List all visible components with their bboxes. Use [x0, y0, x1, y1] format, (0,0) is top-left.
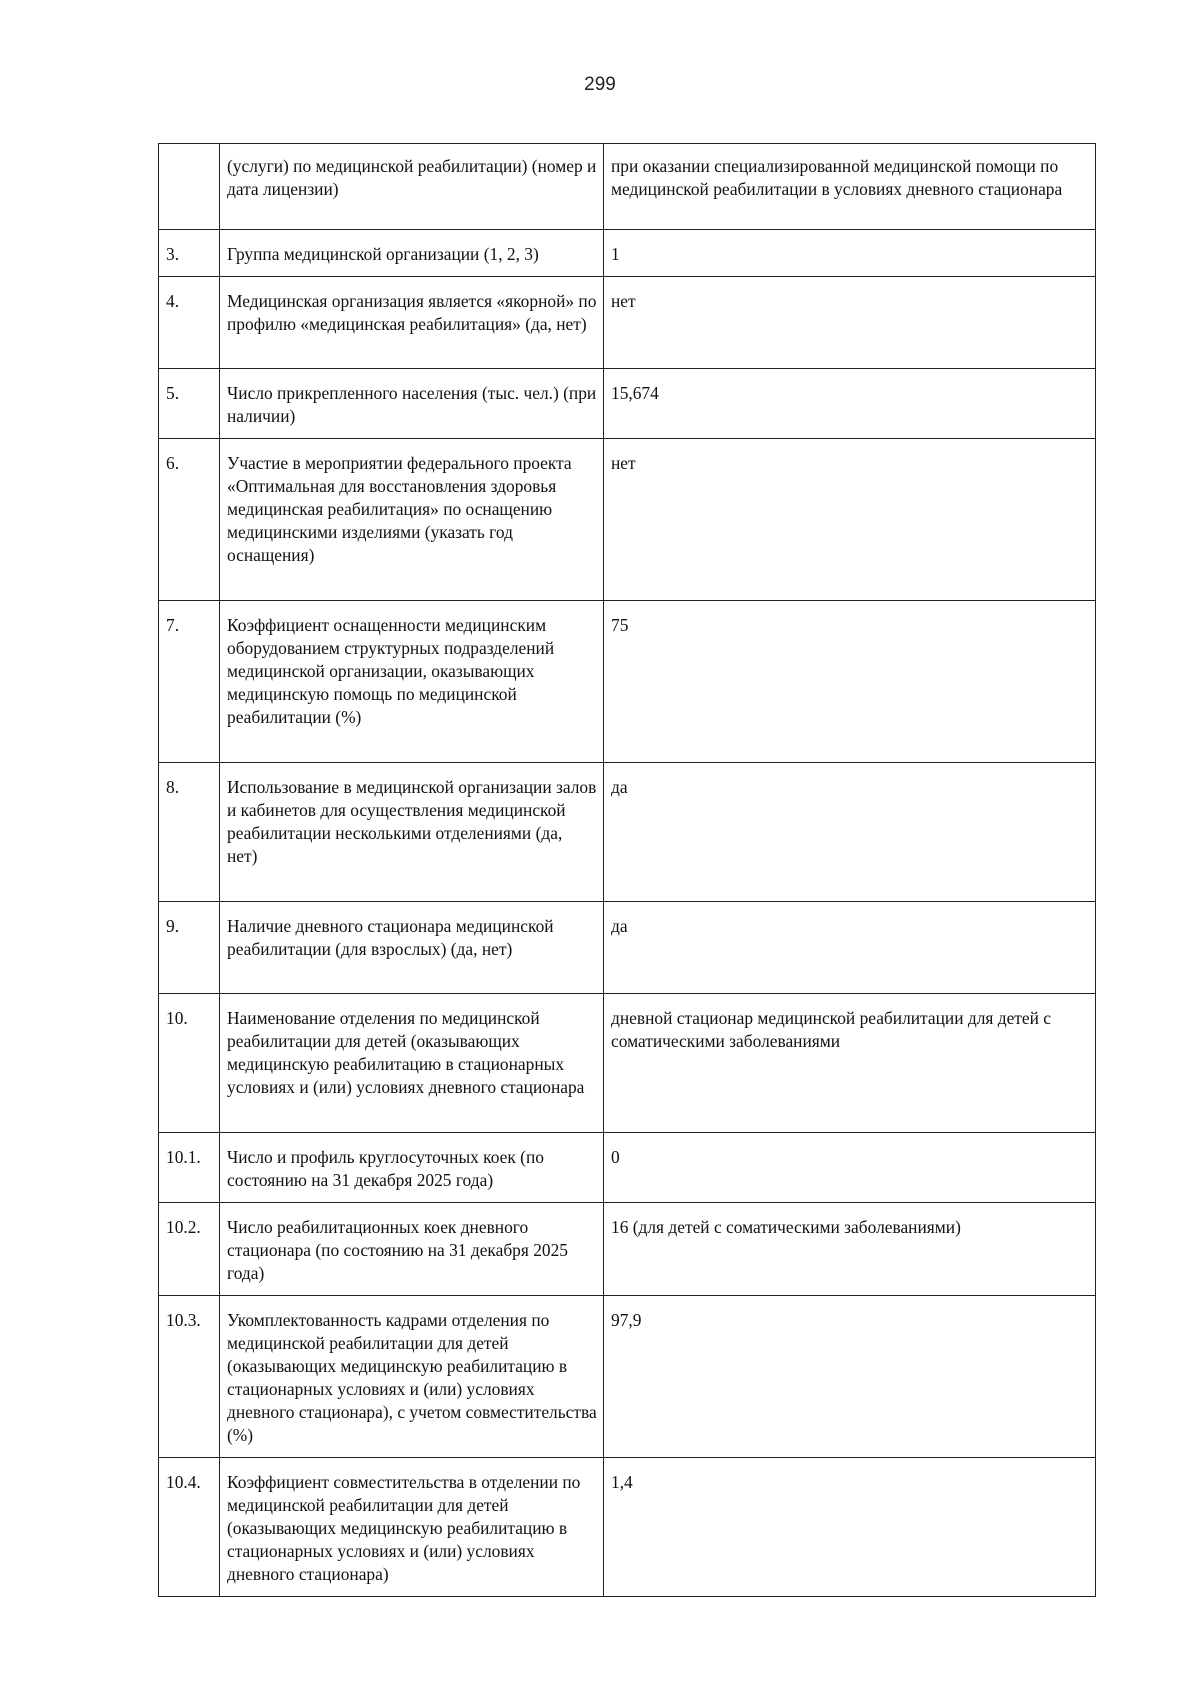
row-parameter: Укомплектованность кадрами отделения по медицинской реабилитации для детей (оказывающих медицинскую реабилитацию в стационарных условиях и (или) условиях дневного стационара), с учетом совместительства (%) — [220, 1296, 604, 1458]
table-row — [159, 1296, 1096, 1458]
table-row — [159, 1133, 1096, 1203]
page-number: 299 — [584, 74, 616, 95]
table-row — [159, 994, 1096, 1133]
table-row — [159, 369, 1096, 439]
table-row — [159, 439, 1096, 601]
row-number — [159, 144, 220, 230]
table-row — [159, 230, 1096, 277]
row-parameter: Наличие дневного стационара медицинской реабилитации (для взрослых) (да, нет) — [220, 902, 604, 994]
row-number: 3. — [159, 230, 220, 277]
row-value: 75 — [604, 601, 1096, 763]
row-value: нет — [604, 277, 1096, 369]
table-row — [159, 1458, 1096, 1597]
row-value: 16 (для детей с соматическими заболеваниями) — [604, 1203, 1096, 1296]
row-value: да — [604, 902, 1096, 994]
row-parameter: Коэффициент совместительства в отделении по медицинской реабилитации для детей (оказывающих медицинскую реабилитацию в стационарных условиях и (или) условиях дневного стационара) — [220, 1458, 604, 1597]
row-parameter: Наименование отделения по медицинской реабилитации для детей (оказывающих медицинскую реабилитацию в стационарных условиях и (или) условиях дневного стационара — [220, 994, 604, 1133]
row-number: 5. — [159, 369, 220, 439]
row-parameter: Число и профиль круглосуточных коек (по состоянию на 31 декабря 2025 года) — [220, 1133, 604, 1203]
row-parameter: Число реабилитационных коек дневного стационара (по состоянию на 31 декабря 2025 года) — [220, 1203, 604, 1296]
row-number: 6. — [159, 439, 220, 601]
row-number: 4. — [159, 277, 220, 369]
row-parameter: Группа медицинской организации (1, 2, 3) — [220, 230, 604, 277]
row-value: да — [604, 763, 1096, 902]
row-value: 1,4 — [604, 1458, 1096, 1597]
row-value: дневной стационар медицинской реабилитации для детей с соматическими заболеваниями — [604, 994, 1096, 1133]
row-value: 0 — [604, 1133, 1096, 1203]
row-parameter: Использование в медицинской организации залов и кабинетов для осуществления медицинской реабилитации несколькими отделениями (да, нет) — [220, 763, 604, 902]
row-number: 8. — [159, 763, 220, 902]
row-value: 1 — [604, 230, 1096, 277]
row-number: 10.1. — [159, 1133, 220, 1203]
table-body — [159, 144, 1096, 1597]
row-number: 10.3. — [159, 1296, 220, 1458]
row-value: при оказании специализированной медицинской помощи по медицинской реабилитации в условиях дневного стационара — [604, 144, 1096, 230]
row-parameter: Коэффициент оснащенности медицинским оборудованием структурных подразделений медицинской организации, оказывающих медицинскую помощь по медицинской реабилитации (%) — [220, 601, 604, 763]
table-row — [159, 601, 1096, 763]
row-number: 9. — [159, 902, 220, 994]
row-parameter: Медицинская организация является «якорной» по профилю «медицинская реабилитация» (да, нет) — [220, 277, 604, 369]
row-value: 15,674 — [604, 369, 1096, 439]
row-number: 10. — [159, 994, 220, 1133]
row-parameter: Участие в мероприятии федерального проекта «Оптимальная для восстановления здоровья медицинская реабилитация» по оснащению медицинскими изделиями (указать год оснащения) — [220, 439, 604, 601]
table-row — [159, 763, 1096, 902]
table-row — [159, 902, 1096, 994]
row-parameter: (услуги) по медицинской реабилитации) (номер и дата лицензии) — [220, 144, 604, 230]
row-value: 97,9 — [604, 1296, 1096, 1458]
row-parameter: Число прикрепленного населения (тыс. чел.) (при наличии) — [220, 369, 604, 439]
table-row — [159, 1203, 1096, 1296]
row-number: 10.4. — [159, 1458, 220, 1597]
row-number: 10.2. — [159, 1203, 220, 1296]
data-table — [158, 143, 1096, 1597]
row-value: нет — [604, 439, 1096, 601]
row-number: 7. — [159, 601, 220, 763]
table-row — [159, 277, 1096, 369]
table-row — [159, 144, 1096, 230]
